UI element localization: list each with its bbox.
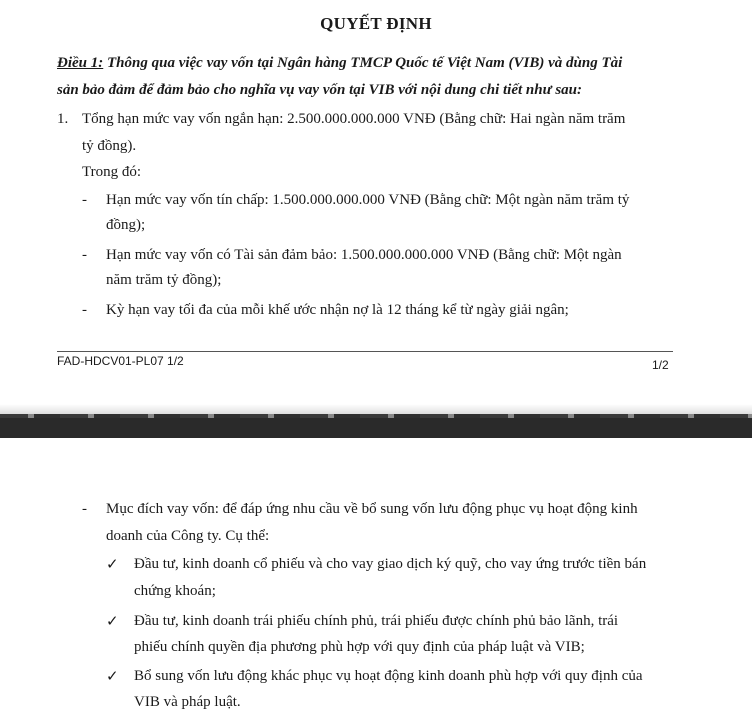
check-3-line1: Bổ sung vốn lưu động khác phục vụ hoạt động kinh doanh phù hợp với quy định của bbox=[134, 668, 643, 684]
checkmark-icon: ✓ bbox=[106, 612, 119, 630]
bullet-2-line2: năm trăm tỷ đồng); bbox=[106, 272, 222, 288]
check-1-line1: Đầu tư, kinh doanh cổ phiếu và cho vay giao dịch ký quỹ, cho vay ứng trước tiền bán bbox=[134, 556, 647, 572]
footer-doc-code: FAD-HDCV01-PL07 1/2 bbox=[57, 354, 184, 368]
bullet-1-line2: đồng); bbox=[106, 217, 146, 233]
checkmark-icon: ✓ bbox=[106, 555, 119, 573]
article-1-label: Điều 1: bbox=[57, 55, 104, 71]
bullet-2-line1: Hạn mức vay vốn có Tài sản đảm bảo: 1.500.000.000.000 VNĐ (Bằng chữ: Một ngàn bbox=[106, 247, 622, 263]
bullet-dash: - bbox=[82, 247, 87, 263]
document-title: QUYẾT ĐỊNH bbox=[320, 14, 432, 33]
trong-do-label: Trong đó: bbox=[82, 164, 142, 180]
purpose-line2: doanh của Công ty. Cụ thể: bbox=[106, 528, 270, 544]
check-2-line2: phiếu chính quyền địa phương phù hợp với quy định của pháp luật và VIB; bbox=[134, 639, 585, 655]
article-1-text-line1: Thông qua việc vay vốn tại Ngân hàng TMCP Quốc tế Việt Nam (VIB) và dùng Tài bbox=[103, 55, 623, 71]
item-1-number: 1. bbox=[57, 111, 69, 127]
footer-page-number: 1/2 bbox=[652, 358, 669, 372]
footer-rule bbox=[57, 351, 673, 352]
item-1-line2: tỷ đồng). bbox=[82, 138, 137, 154]
check-3-line2: VIB và pháp luật. bbox=[134, 694, 241, 710]
bullet-dash: - bbox=[82, 192, 87, 208]
bullet-3-line1: Kỳ hạn vay tối đa của mỗi khế ước nhận nợ là 12 tháng kể từ ngày giải ngân; bbox=[106, 302, 569, 318]
page-break-band bbox=[0, 418, 752, 438]
article-1-heading bbox=[57, 53, 622, 73]
bullet-1-line1: Hạn mức vay vốn tín chấp: 1.500.000.000.000 VNĐ (Bằng chữ: Một ngàn năm trăm tỷ bbox=[106, 192, 630, 208]
bullet-dash: - bbox=[82, 302, 87, 318]
checkmark-icon: ✓ bbox=[106, 667, 119, 685]
article-1-text-line2: sản bảo đảm để đảm bảo cho nghĩa vụ vay vốn tại VIB với nội dung chi tiết như sau: bbox=[57, 82, 583, 98]
check-2-line1: Đầu tư, kinh doanh trái phiếu chính phủ, trái phiếu được chính phủ bảo lãnh, trái bbox=[134, 613, 619, 629]
purpose-line1: Mục đích vay vốn: để đáp ứng nhu cầu về bổ sung vốn lưu động phục vụ hoạt động kinh bbox=[106, 501, 638, 517]
check-1-line2: chứng khoán; bbox=[134, 583, 216, 599]
purpose-dash: - bbox=[82, 501, 87, 517]
item-1-line1: Tổng hạn mức vay vốn ngắn hạn: 2.500.000.000.000 VNĐ (Bằng chữ: Hai ngàn năm trăm bbox=[82, 111, 626, 127]
